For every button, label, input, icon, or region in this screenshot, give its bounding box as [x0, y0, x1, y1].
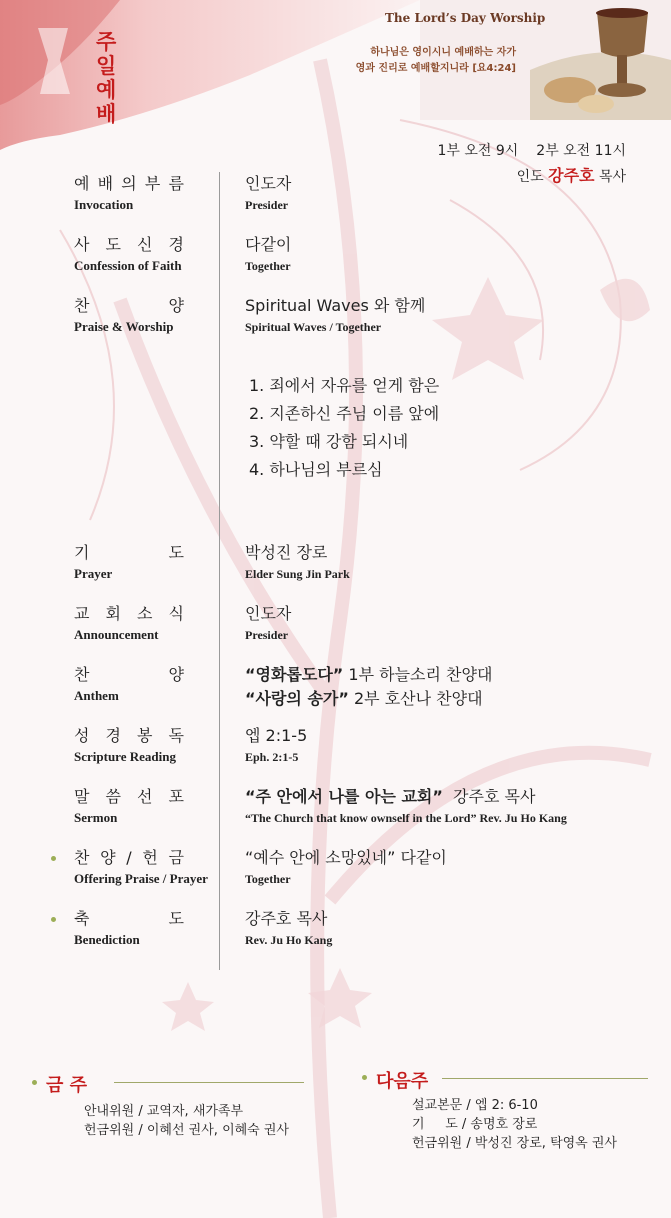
service-time-2: 2부 오전 11시 [536, 143, 626, 159]
header-title [96, 30, 166, 126]
order-row-invocation [0, 174, 671, 234]
label-char: 씀 [105, 787, 121, 806]
order-label-ko [74, 174, 184, 194]
anthem-choir-1: 1부 하늘소리 찬양대 [343, 665, 493, 684]
song-item: 3. 약할 때 강함 되시네 [249, 432, 409, 451]
this-week-line: 헌금위원 / 이혜선 권사, 이혜숙 권사 [84, 1123, 289, 1138]
label-char: 포 [168, 787, 184, 806]
this-week-rule [114, 1082, 304, 1083]
header-verse-line1: 하나님은 영이시니 예배하는 자가 [370, 47, 516, 58]
order-label-ko [74, 543, 184, 563]
label-char: 독 [168, 726, 184, 745]
leader-prefix: 인도 [516, 169, 544, 185]
order-detail-ko: 강주호 목사 [245, 909, 328, 928]
order-label-en: Praise & Worship [74, 319, 174, 334]
bullet-dot [51, 856, 56, 861]
sermon-preacher: 강주호 목사 [442, 787, 536, 806]
header-verse [350, 45, 516, 77]
order-detail-en: Elder Sung Jin Park [245, 567, 350, 581]
label-char: 말 [74, 787, 90, 806]
label-char: 찬 [74, 665, 90, 684]
next-week-rule [442, 1078, 648, 1079]
order-row-announcement [0, 604, 671, 664]
song-item: 4. 하나님의 부르심 [249, 460, 383, 479]
label-char: 헌 [142, 848, 158, 867]
label-char: 사 [74, 235, 90, 254]
order-label-ko [74, 726, 184, 746]
label-char: 찬 [74, 848, 90, 867]
leader-suffix: 목사 [598, 169, 626, 185]
label-char: 회 [105, 604, 121, 623]
order-detail-en: Presider [245, 628, 289, 642]
label-char: 성 [74, 726, 90, 745]
this-week-line: 안내위원 / 교역자, 새가족부 [84, 1104, 244, 1119]
bullet-dot [32, 1080, 37, 1085]
order-label-ko [74, 848, 184, 868]
order-label-en: Announcement [74, 627, 159, 642]
label-char: 찬 [74, 296, 90, 315]
label-char: 부 [144, 174, 161, 193]
label-char: 양 [100, 848, 116, 867]
this-week-heading: 금 주 [46, 1075, 88, 1096]
this-week-list [84, 1102, 289, 1140]
label-char: 양 [168, 296, 184, 315]
order-label-en: Confession of Faith [74, 258, 182, 273]
order-row-praise [0, 296, 671, 356]
order-detail-ko: Spiritual Waves 와 함께 [245, 296, 426, 315]
label-char: 경 [168, 235, 184, 254]
label-char: 기 [74, 543, 90, 562]
order-label-en: Anthem [74, 688, 119, 703]
label-char: 도 [168, 909, 184, 928]
order-detail-en: Presider [245, 198, 289, 212]
order-detail-ko: 박성진 장로 [245, 543, 328, 562]
order-label-en: Prayer [74, 566, 113, 581]
label-char: 양 [168, 665, 184, 684]
order-label-ko [74, 787, 184, 807]
sermon-title: “주 안에서 나를 아는 교회” [245, 787, 443, 806]
order-detail-en: Spiritual Waves / Together [245, 320, 382, 334]
leader-name: 강주호 [548, 166, 595, 185]
next-week-line: 헌금위원 / 박성진 장로, 탁영옥 권사 [412, 1136, 617, 1151]
song-item: 2. 지존하신 주님 이름 앞에 [249, 404, 440, 423]
song-item: 1. 죄에서 자유를 얻게 함은 [249, 376, 440, 395]
order-detail-ko: “예수 안에 소망있네” 다같이 [245, 848, 447, 867]
header-title-line1: 주 일 [96, 30, 127, 78]
order-detail-en: Together [245, 259, 291, 273]
next-week-heading: 다음주 [376, 1071, 429, 1092]
label-char: 배 [97, 174, 114, 193]
next-week-list [412, 1096, 617, 1153]
order-row-prayer [0, 543, 671, 603]
label-char: 예 [74, 174, 90, 193]
label-char: 선 [137, 787, 153, 806]
order-detail-en: Eph. 2:1-5 [245, 750, 299, 764]
order-row-offering [0, 848, 671, 908]
order-label-en: Invocation [74, 197, 134, 212]
label-char: 식 [168, 604, 184, 623]
order-label-en: Scripture Reading [74, 749, 176, 764]
label-char: 금 [168, 848, 184, 867]
label-char: / [126, 848, 132, 867]
song-list [249, 372, 439, 484]
anthem-title-1: “영화롭도다” [245, 665, 344, 684]
label-char: 도 [168, 543, 184, 562]
label-char: 소 [137, 604, 153, 623]
anthem-title-2: “사랑의 송가” [245, 689, 349, 708]
order-label-ko [74, 604, 184, 624]
anthem-line-1 [245, 665, 492, 685]
anthem-choir-2: 2부 호산나 찬양대 [348, 689, 483, 708]
header-title-line2: 예 배 [96, 78, 127, 126]
anthem-line-2 [245, 689, 483, 709]
order-row-anthem [0, 665, 671, 725]
label-char: 경 [105, 726, 121, 745]
label-char: 의 [121, 174, 137, 193]
label-char: 름 [168, 174, 184, 193]
order-label-ko [74, 235, 184, 255]
order-label-en: Sermon [74, 810, 118, 825]
order-row-sermon [0, 787, 671, 847]
order-label-ko [74, 909, 184, 929]
label-char: 교 [74, 604, 90, 623]
next-week-line: 설교본문 / 엡 2: 6-10 [412, 1098, 538, 1113]
label-char: 신 [137, 235, 153, 254]
bullet-dot [51, 917, 56, 922]
service-time-1: 1부 오전 9시 [437, 143, 519, 159]
order-label-ko [74, 296, 184, 316]
order-detail-en: “The Church that know ownself in the Lord” Rev. Ju Ho Kang [245, 811, 567, 825]
order-detail-ko: 다같이 [245, 235, 292, 254]
label-char: 축 [74, 909, 90, 928]
order-detail-ko: 인도자 [245, 174, 292, 193]
order-label-ko [74, 665, 184, 685]
header-english-title: The Lord’s Day Worship [385, 11, 546, 25]
order-row-benediction [0, 909, 671, 969]
order-row-scripture [0, 726, 671, 786]
next-week-line: 기 도 / 송명호 장로 [412, 1117, 538, 1132]
label-char: 봉 [137, 726, 153, 745]
order-row-confession [0, 235, 671, 295]
header-verse-line2: 영과 진리로 예배할지니라 [요4:24] [355, 63, 516, 74]
order-label-en: Offering Praise / Prayer [74, 871, 208, 886]
sermon-line [245, 787, 535, 807]
bullet-dot [362, 1075, 367, 1080]
order-detail-en: Rev. Ju Ho Kang [245, 933, 333, 947]
order-label-en: Benediction [74, 932, 140, 947]
order-detail-ko: 인도자 [245, 604, 292, 623]
order-detail-ko: 엡 2:1-5 [245, 726, 308, 745]
service-times [400, 140, 626, 160]
order-detail-en: Together [245, 872, 291, 886]
label-char: 도 [105, 235, 121, 254]
